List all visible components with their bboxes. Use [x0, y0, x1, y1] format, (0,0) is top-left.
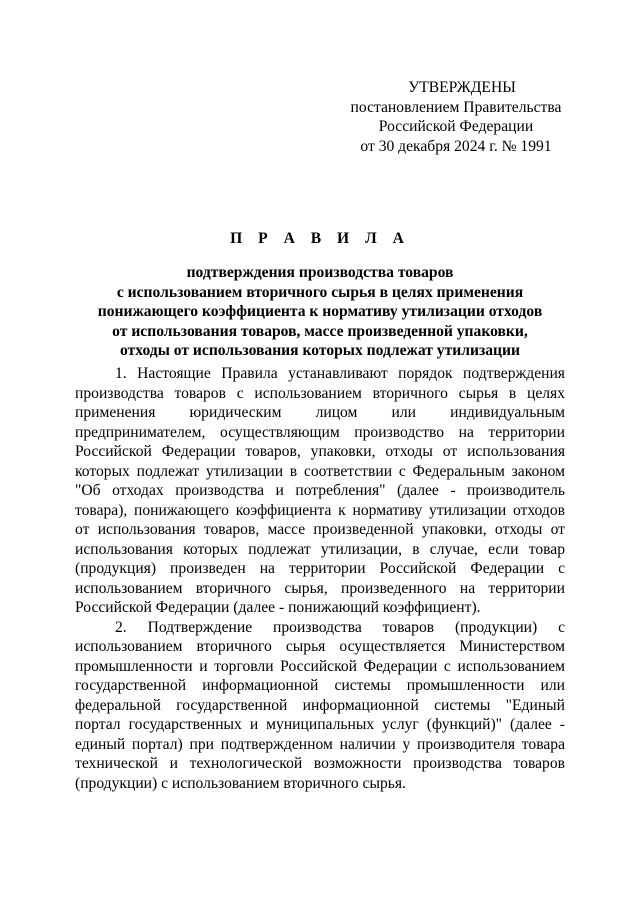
- document-subtitle: [60, 263, 580, 361]
- document-body: [75, 364, 565, 793]
- subtitle-line: с использованием вторичного сырья в целях применения: [116, 283, 524, 301]
- subtitle-line: от использования товаров, массе произведенной упаковки,: [112, 322, 528, 340]
- approval-stamp: [346, 78, 566, 156]
- subtitle-line: отходы от использования которых подлежат утилизации: [120, 342, 520, 359]
- paragraph-2: 2. Подтверждение производства товаров (продукции) с использованием вторичного сырья осуществляется Министерством промышленности и торговли Российской Федерации с использованием государственной информационной системы промышленности или федеральной государственной информационной системы "Единый портал государственных и муниципальных услуг (функций)" (далее - единый портал) при подтвержденном наличии у производителя товара технической и технологической возможности производства товаров (продукции) с использованием вторичного сырья.: [75, 618, 565, 792]
- document-title: П Р А В И Л А: [230, 230, 410, 247]
- approval-line-resolution: постановлением Правительства: [350, 98, 562, 116]
- document-heading: [60, 229, 580, 361]
- approval-title: УТВЕРЖДЕНЫ: [408, 79, 516, 96]
- subtitle-line: понижающего коэффициента к нормативу утилизации отходов: [97, 303, 543, 320]
- approval-line-government: Российской Федерации: [378, 118, 534, 135]
- paragraph-1: 1. Настоящие Правила устанавливают порядок подтверждения производства товаров с использованием вторичного сырья в целях применения юридическим лицом или индивидуальным предпринимателем, осуществляющим производство на территории Российской Федерации товаров, упаковки, отходы от использования которых подлежат утилизации в соответствии с Федеральным законом "Об отходах производства и потребления" (далее - производитель товара), понижающего коэффициента к нормативу утилизации отходов от использования товаров, массе произведенной упаковки, отходы от использования которых подлежат утилизации, в случае, если товар (продукция) произведен на территории Российской Федерации с использованием вторичного сырья, произведенного на территории Российской Федерации (далее - понижающий коэффициент).: [75, 365, 565, 616]
- subtitle-line: подтверждения производства товаров: [186, 264, 454, 281]
- approval-line-date: от 30 декабря 2024 г. № 1991: [360, 137, 552, 155]
